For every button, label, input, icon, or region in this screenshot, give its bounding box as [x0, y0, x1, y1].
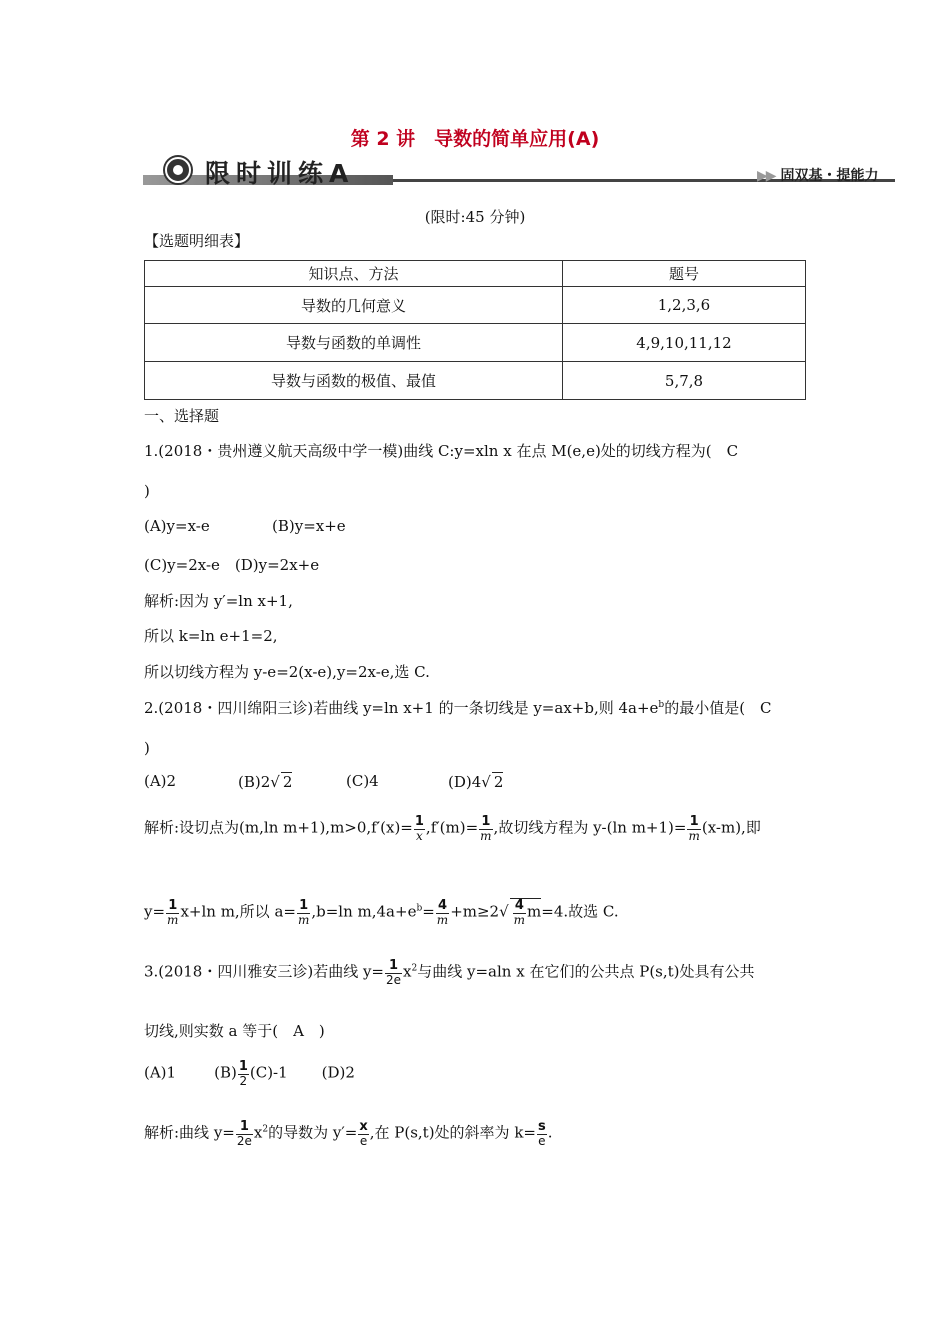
question-2-stem-end: )	[144, 739, 150, 757]
fraction: $\frac{1}{2}$	[238, 1059, 248, 1088]
fraction: $\frac{1}{m}$	[167, 898, 179, 927]
fraction: $\frac{1}{m}$	[297, 898, 310, 927]
table-header: 知识点、方法	[145, 261, 563, 287]
question-3-stem: 3.(2018・四川雅安三诊)若曲线 y= $\frac{1}{2e}$ $x^2$与曲线 y=aln x 在它们的公共点 P(s,t)处具有公共	[144, 958, 755, 987]
target-icon	[165, 157, 191, 183]
topic-table	[144, 260, 806, 400]
detail-header: 【选题明细表】	[144, 232, 250, 250]
table-cell: 1,2,3,6	[563, 287, 806, 324]
banner-label: 限时训练A	[205, 159, 355, 188]
fraction: $\frac{1}{2e}$	[236, 1119, 252, 1148]
fraction: $\frac{s}{e}$	[537, 1119, 546, 1148]
fraction: $\frac{1}{m}$	[480, 814, 492, 843]
table-cell: 导数与函数的单调性	[145, 324, 563, 362]
question-1-solution-line: 解析:因为 y′=ln x+1,	[144, 592, 293, 610]
table-header-row	[145, 261, 806, 287]
question-1-option-a: (A)y=x-e	[144, 517, 210, 535]
table-row	[145, 324, 806, 362]
fraction: $\frac{x}{e}$	[359, 1119, 368, 1148]
fraction: $\frac{1}{x}$	[414, 814, 424, 843]
question-1-options-cd: (C)y=2x-e (D)y=2x+e	[144, 556, 320, 574]
question-3-solution-line: 解析:曲线 y= $\frac{1}{2e}$ $x^2$的导数为 y′= $\frac{x}{e}$ ,在 P(s,t)处的斜率为 k= $\frac{s}{e}$ .	[144, 1119, 553, 1148]
question-1-stem: 1.(2018・贵州遵义航天高级中学一模)曲线 C:y=xln x 在点 M(e,e)处的切线方程为( C	[144, 442, 739, 460]
fraction: $\frac{4}{m}$	[513, 898, 526, 927]
question-2-option-b: (B)2√ 2	[238, 773, 293, 791]
time-limit: (限时:45 分钟)	[424, 208, 526, 226]
double-arrow-icon: ▶▶	[757, 168, 775, 184]
question-3-options: (A)1 (B) $\frac{1}{2}$ (C)-1 (D)2	[144, 1059, 355, 1088]
section-heading: 一、选择题	[144, 407, 220, 425]
question-3-stem-line-2: 切线,则实数 a 等于( A )	[144, 1022, 325, 1040]
table-row	[145, 362, 806, 400]
question-2-solution-line: 解析:设切点为(m,ln m+1),m>0,f′(x)= $\frac{1}{x}$ ,f′(m)= $\frac{1}{m}$ ,故切线方程为 y-(ln m+1)= $\frac{1}{m}$ (x-m),即	[144, 814, 761, 843]
question-2-option-d: (D)4√ 2	[448, 773, 504, 791]
fraction: $\frac{4}{m}$	[436, 898, 449, 927]
table-cell: 4,9,10,11,12	[563, 324, 806, 362]
question-1-stem-end: )	[144, 482, 150, 500]
question-2-solution-line: y= $\frac{1}{m}$ x+ln m,所以 a= $\frac{1}{m}$ ,b=ln $m,4a+e^b=$ $\frac{4}{m}$ +m≥2√ $\frac{4}{m}$ m=4.故选 C.	[144, 898, 619, 927]
question-2-option-a: (A)2	[144, 772, 177, 790]
question-1-option-b: (B)y=x+e	[272, 517, 346, 535]
table-cell: 导数的几何意义	[145, 287, 563, 324]
question-1-solution-line: 所以 k=ln e+1=2,	[144, 627, 278, 645]
question-2-option-c: (C)4	[346, 772, 379, 790]
table-cell: 5,7,8	[563, 362, 806, 400]
banner-tag: ▶▶ 固双基・提能力	[757, 168, 879, 184]
page-title: 第 2 讲 导数的简单应用(A)	[350, 128, 600, 150]
table-row	[145, 287, 806, 324]
question-2-stem: 2.(2018・四川绵阳三诊)若曲线 y=ln x+1 的一条切线是 y=ax+b,则 $4a+e^b$的最小值是( C	[144, 699, 772, 717]
table-cell: 导数与函数的极值、最值	[145, 362, 563, 400]
question-1-solution-line: 所以切线方程为 y-e=2(x-e),y=2x-e,选 C.	[144, 663, 430, 681]
table-header: 题号	[563, 261, 806, 287]
fraction: $\frac{1}{m}$	[688, 814, 700, 843]
fraction: $\frac{1}{2e}$	[386, 958, 402, 987]
